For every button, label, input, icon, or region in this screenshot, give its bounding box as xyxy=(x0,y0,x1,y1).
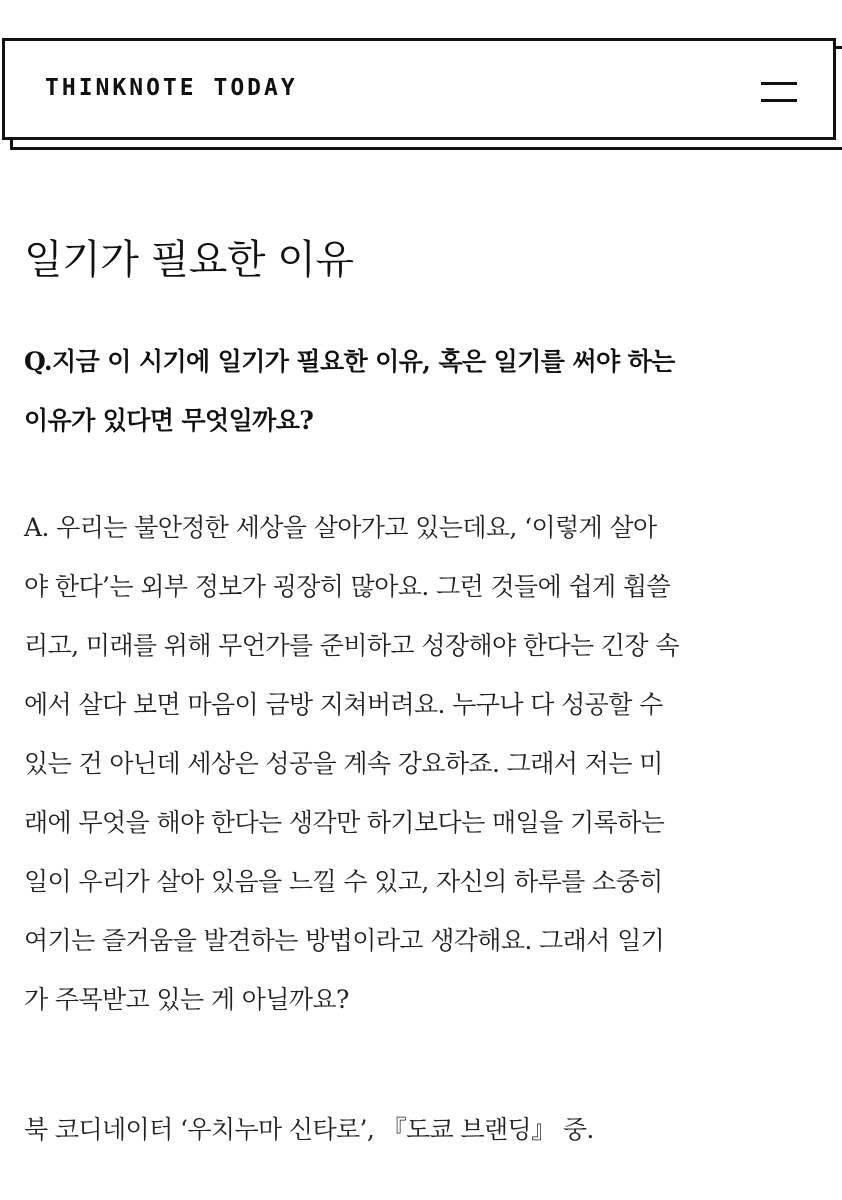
answer-line: 에서 살다 보면 마음이 금방 지쳐버려요. 누구나 다 성공할 수 xyxy=(24,690,663,719)
brand-logo[interactable]: THINKNOTE TODAY xyxy=(45,75,298,101)
question-paragraph xyxy=(24,332,824,450)
article-title: 일기가 필요한 이유 xyxy=(24,237,354,283)
answer-line: 래에 무엇을 해야 한다는 생각만 하기보다는 매일을 기록하는 xyxy=(24,808,665,837)
question-line: Q.지금 이 시기에 일기가 필요한 이유, 혹은 일기를 써야 하는 xyxy=(24,347,675,376)
answer-line: 야 한다’는 외부 정보가 굉장히 많아요. 그런 것들에 쉽게 휩쓸 xyxy=(24,572,671,601)
citation: 북 코디네이터 ‘우치누마 신타로’, 『도쿄 브랜딩』 중. xyxy=(24,1115,594,1144)
answer-line: 여기는 즐거움을 발견하는 방법이라고 생각해요. 그래서 일기 xyxy=(24,926,665,955)
answer-line: 일이 우리가 살아 있음을 느낄 수 있고, 자신의 하루를 소중히 xyxy=(24,867,663,896)
answer-line: A. 우리는 불안정한 세상을 살아가고 있는데요, ‘이렇게 살아 xyxy=(24,513,657,542)
question-line: 이유가 있다면 무엇일까요? xyxy=(24,406,314,435)
answer-line: 가 주목받고 있는 게 아닐까요? xyxy=(24,985,349,1014)
answer-paragraph xyxy=(24,498,829,1029)
site-header xyxy=(2,38,836,140)
menu-bar-bottom xyxy=(761,99,797,102)
hamburger-menu-icon[interactable] xyxy=(761,81,797,103)
answer-line: 있는 건 아닌데 세상은 성공을 계속 강요하죠. 그래서 저는 미 xyxy=(24,749,663,778)
answer-line: 리고, 미래를 위해 무언가를 준비하고 성장해야 한다는 긴장 속 xyxy=(24,631,679,660)
menu-bar-top xyxy=(761,82,797,85)
